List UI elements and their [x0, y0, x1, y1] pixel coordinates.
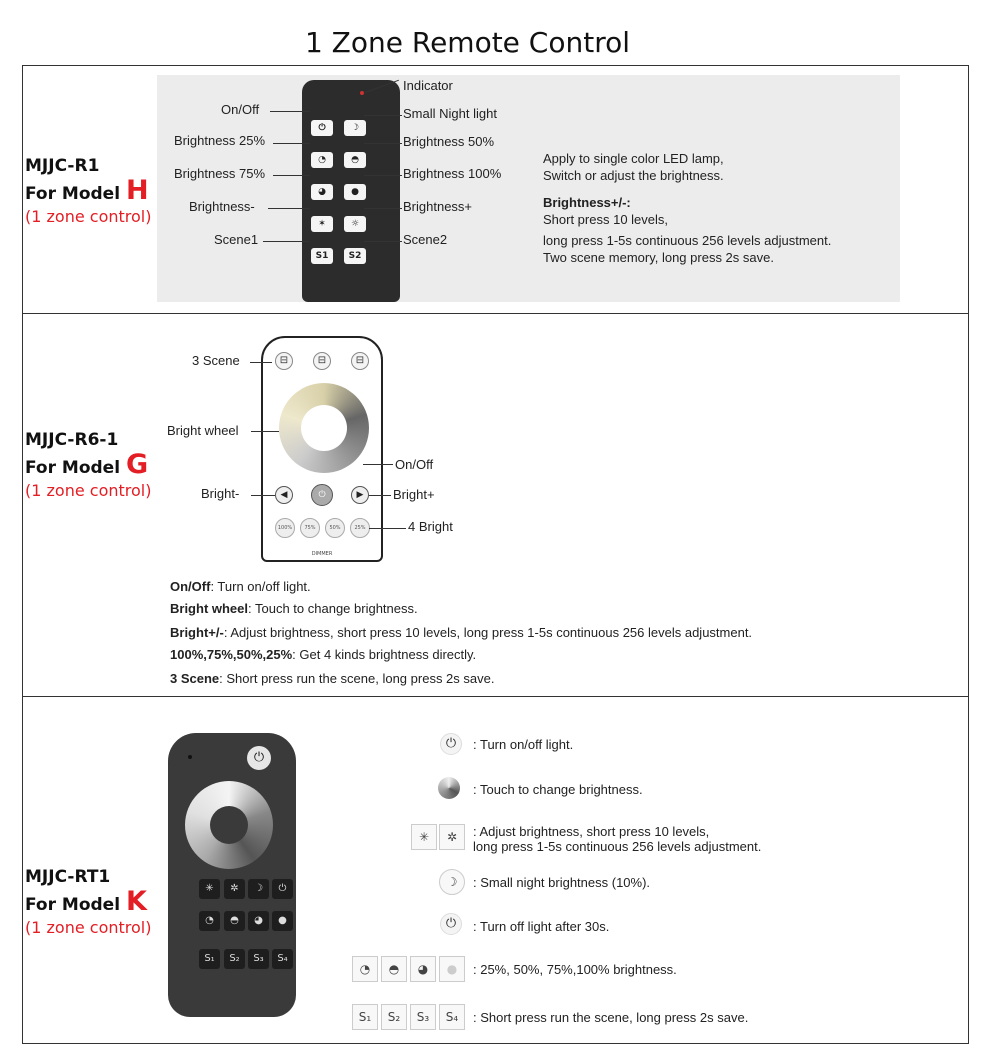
model-block [25, 154, 151, 227]
preset-75-button[interactable]: 75% [300, 518, 320, 538]
remote-rt1 [168, 733, 296, 1017]
scene-s4-button[interactable]: S₄ [272, 949, 293, 969]
half-icon: ◓ [381, 956, 407, 982]
leader [364, 208, 402, 209]
night-button[interactable]: ☽ [248, 879, 269, 899]
brightness-plus-button[interactable]: ☼ [344, 216, 366, 232]
leader [369, 528, 406, 529]
wheel-center [301, 405, 347, 451]
leader [363, 464, 393, 465]
leader [273, 143, 310, 144]
leader [369, 495, 391, 496]
brightness-50-button[interactable]: ◓ [344, 152, 366, 168]
brightness-25-label: Brightness 25% [174, 133, 266, 148]
s3-icon: S₃ [410, 1004, 436, 1030]
panel-mjjc-rt1 [22, 696, 969, 1044]
dim-icon: ✳ [411, 824, 437, 850]
for-model-text: For Model [25, 184, 126, 204]
brightness-plus-label: Brightness+ [403, 199, 473, 214]
desc-onoff [170, 579, 311, 595]
model-block [25, 865, 151, 938]
scene1-label: Scene1 [214, 232, 259, 247]
preset-100-button[interactable]: 100% [275, 518, 295, 538]
indicator-light [188, 755, 192, 759]
desc-text: : Short press run the scene, long press 2s save. [219, 671, 495, 686]
scene2-button[interactable]: S2 [344, 248, 366, 264]
for-model [25, 449, 151, 481]
s1-icon: S₁ [352, 1004, 378, 1030]
preset-25-button[interactable]: 25% [350, 518, 370, 538]
touch-wheel[interactable] [185, 781, 273, 869]
panel-mjjc-r6-1 [22, 313, 969, 697]
leader [270, 111, 310, 112]
leader [263, 241, 310, 242]
legend-adjust-2: long press 1-5s continuous 256 levels adjustment. [473, 839, 762, 854]
bright-plus-label: Bright+ [393, 487, 435, 502]
desc-text: : Touch to change brightness. [248, 601, 418, 616]
scene-label: 3 Scene [192, 353, 240, 368]
legend-scene: : Short press run the scene, long press 2s save. [473, 1010, 749, 1025]
desc-wheel [170, 601, 418, 617]
wheel-center [210, 806, 248, 844]
for-model-text: For Model [25, 458, 126, 478]
leader [364, 241, 402, 242]
bright-minus-label: Bright- [201, 486, 240, 501]
scene-s1-button[interactable]: S₁ [199, 949, 220, 969]
zone-label: (1 zone control) [25, 207, 152, 226]
zone-label: (1 zone control) [25, 481, 152, 500]
bright-wheel[interactable] [279, 383, 369, 473]
remote-r1 [302, 80, 400, 302]
wheel-icon [438, 777, 460, 799]
zone-label: (1 zone control) [25, 918, 152, 937]
desc-line-2: Switch or adjust the brightness. [543, 168, 724, 183]
desc-line-1: Apply to single color LED lamp, [543, 151, 724, 166]
onoff-label: On/Off [395, 457, 434, 472]
for-model [25, 886, 151, 918]
level-50-button[interactable]: ◓ [224, 911, 245, 931]
leader [251, 431, 279, 432]
s4-icon: S₄ [439, 1004, 465, 1030]
product-background [157, 75, 900, 302]
legend-levels: : 25%, 50%, 75%,100% brightness. [473, 962, 677, 977]
bright-plus-button[interactable]: ▶ [351, 486, 369, 504]
model-name: MJJC-R6-1 [25, 430, 119, 450]
desc-text: : Turn on/off light. [210, 579, 311, 594]
indicator-light [360, 91, 364, 95]
indicator-label: Indicator [403, 78, 453, 93]
timer-icon: ⏻ [440, 913, 462, 935]
desc-bright [170, 625, 752, 641]
dimmer-label: DIMMER [311, 551, 333, 557]
power-button[interactable]: ⏻ [311, 484, 333, 506]
model-block [25, 428, 151, 501]
brightness-25-button[interactable]: ◔ [311, 152, 333, 168]
desc-key: 100%,75%,50%,25% [170, 647, 293, 662]
desc-key: On/Off [170, 579, 211, 594]
desc-scene [170, 671, 494, 687]
leader [364, 175, 402, 176]
power-button[interactable]: ⏻ [247, 746, 271, 770]
scene-button-3[interactable]: ⊟ [351, 352, 369, 370]
brightness-minus-button[interactable]: ✶ [311, 216, 333, 232]
s2-icon: S₂ [381, 1004, 407, 1030]
leader [251, 495, 275, 496]
desc-text: : Adjust brightness, short press 10 levels, long press 1-5s continuous 256 levels adjustment. [223, 625, 753, 640]
desc-line-5: Two scene memory, long press 2s save. [543, 250, 774, 265]
remote-r6-1 [261, 336, 383, 562]
three-quarter-icon: ◕ [410, 956, 436, 982]
desc-key: 3 Scene [170, 671, 220, 686]
brightness-100-label: Brightness 100% [403, 166, 502, 181]
desc-line-3: Short press 10 levels, [543, 212, 669, 227]
brightness-100-button[interactable]: ● [344, 184, 366, 200]
legend-night: : Small night brightness (10%). [473, 875, 651, 890]
model-name: MJJC-R1 [25, 156, 100, 176]
panel-mjjc-r1 [22, 65, 969, 314]
bright-minus-button[interactable]: ◀ [275, 486, 293, 504]
brightness-50-label: Brightness 50% [403, 134, 495, 149]
scene-s3-button[interactable]: S₃ [248, 949, 269, 969]
leader [364, 143, 402, 144]
desc-key: Bright wheel [170, 601, 249, 616]
legend-adjust-1: : Adjust brightness, short press 10 levels, [473, 824, 710, 839]
for-model-text: For Model [25, 895, 126, 915]
bright-button[interactable]: ✲ [224, 879, 245, 899]
legend-wheel: : Touch to change brightness. [473, 782, 643, 797]
brightness-75-button[interactable]: ◕ [311, 184, 333, 200]
desc-key: Bright+/- [170, 625, 224, 640]
scene2-label: Scene2 [403, 232, 448, 247]
quarter-icon: ◔ [352, 956, 378, 982]
model-name: MJJC-RT1 [25, 867, 111, 887]
for-model [25, 175, 151, 207]
desc-heading: Brightness+/-: [543, 195, 631, 210]
leader [364, 115, 402, 116]
scene-s2-button[interactable]: S₂ [224, 949, 245, 969]
scene-button-1[interactable]: ⊟ [275, 352, 293, 370]
legend-timer: : Turn off light after 30s. [473, 919, 610, 934]
desc-presets [170, 647, 476, 663]
small-night-label: Small Night light [403, 106, 497, 121]
leader [250, 362, 272, 363]
level-25-button[interactable]: ◔ [199, 911, 220, 931]
onoff-label: On/Off [221, 102, 260, 117]
model-letter: K [125, 886, 147, 917]
bright-wheel-label: Bright wheel [167, 423, 239, 438]
page-title: 1 Zone Remote Control [304, 26, 631, 59]
brightness-75-label: Brightness 75% [174, 166, 266, 181]
night-light-button[interactable]: ☽ [344, 120, 366, 136]
power-icon: ⏻ [440, 733, 462, 755]
legend-onoff: : Turn on/off light. [473, 737, 574, 752]
model-letter: G [125, 449, 149, 480]
model-letter: H [125, 175, 149, 206]
power-button[interactable]: ⏻ [311, 120, 333, 136]
leader [273, 175, 310, 176]
dim-button[interactable]: ✳ [199, 879, 220, 899]
four-bright-label: 4 Bright [408, 519, 453, 534]
brightness-minus-label: Brightness- [189, 199, 255, 214]
moon-icon: ☽ [439, 869, 465, 895]
bright-icon: ✲ [439, 824, 465, 850]
leader [268, 208, 310, 209]
scene1-button[interactable]: S1 [311, 248, 333, 264]
scene-button-2[interactable]: ⊟ [313, 352, 331, 370]
level-100-button[interactable]: ● [272, 911, 293, 931]
desc-line-4: long press 1-5s continuous 256 levels adjustment. [543, 233, 832, 248]
desc-text: : Get 4 kinds brightness directly. [292, 647, 477, 662]
level-75-button[interactable]: ◕ [248, 911, 269, 931]
timer-button[interactable]: ⏻ [272, 879, 293, 899]
full-icon: ● [439, 956, 465, 982]
preset-50-button[interactable]: 50% [325, 518, 345, 538]
